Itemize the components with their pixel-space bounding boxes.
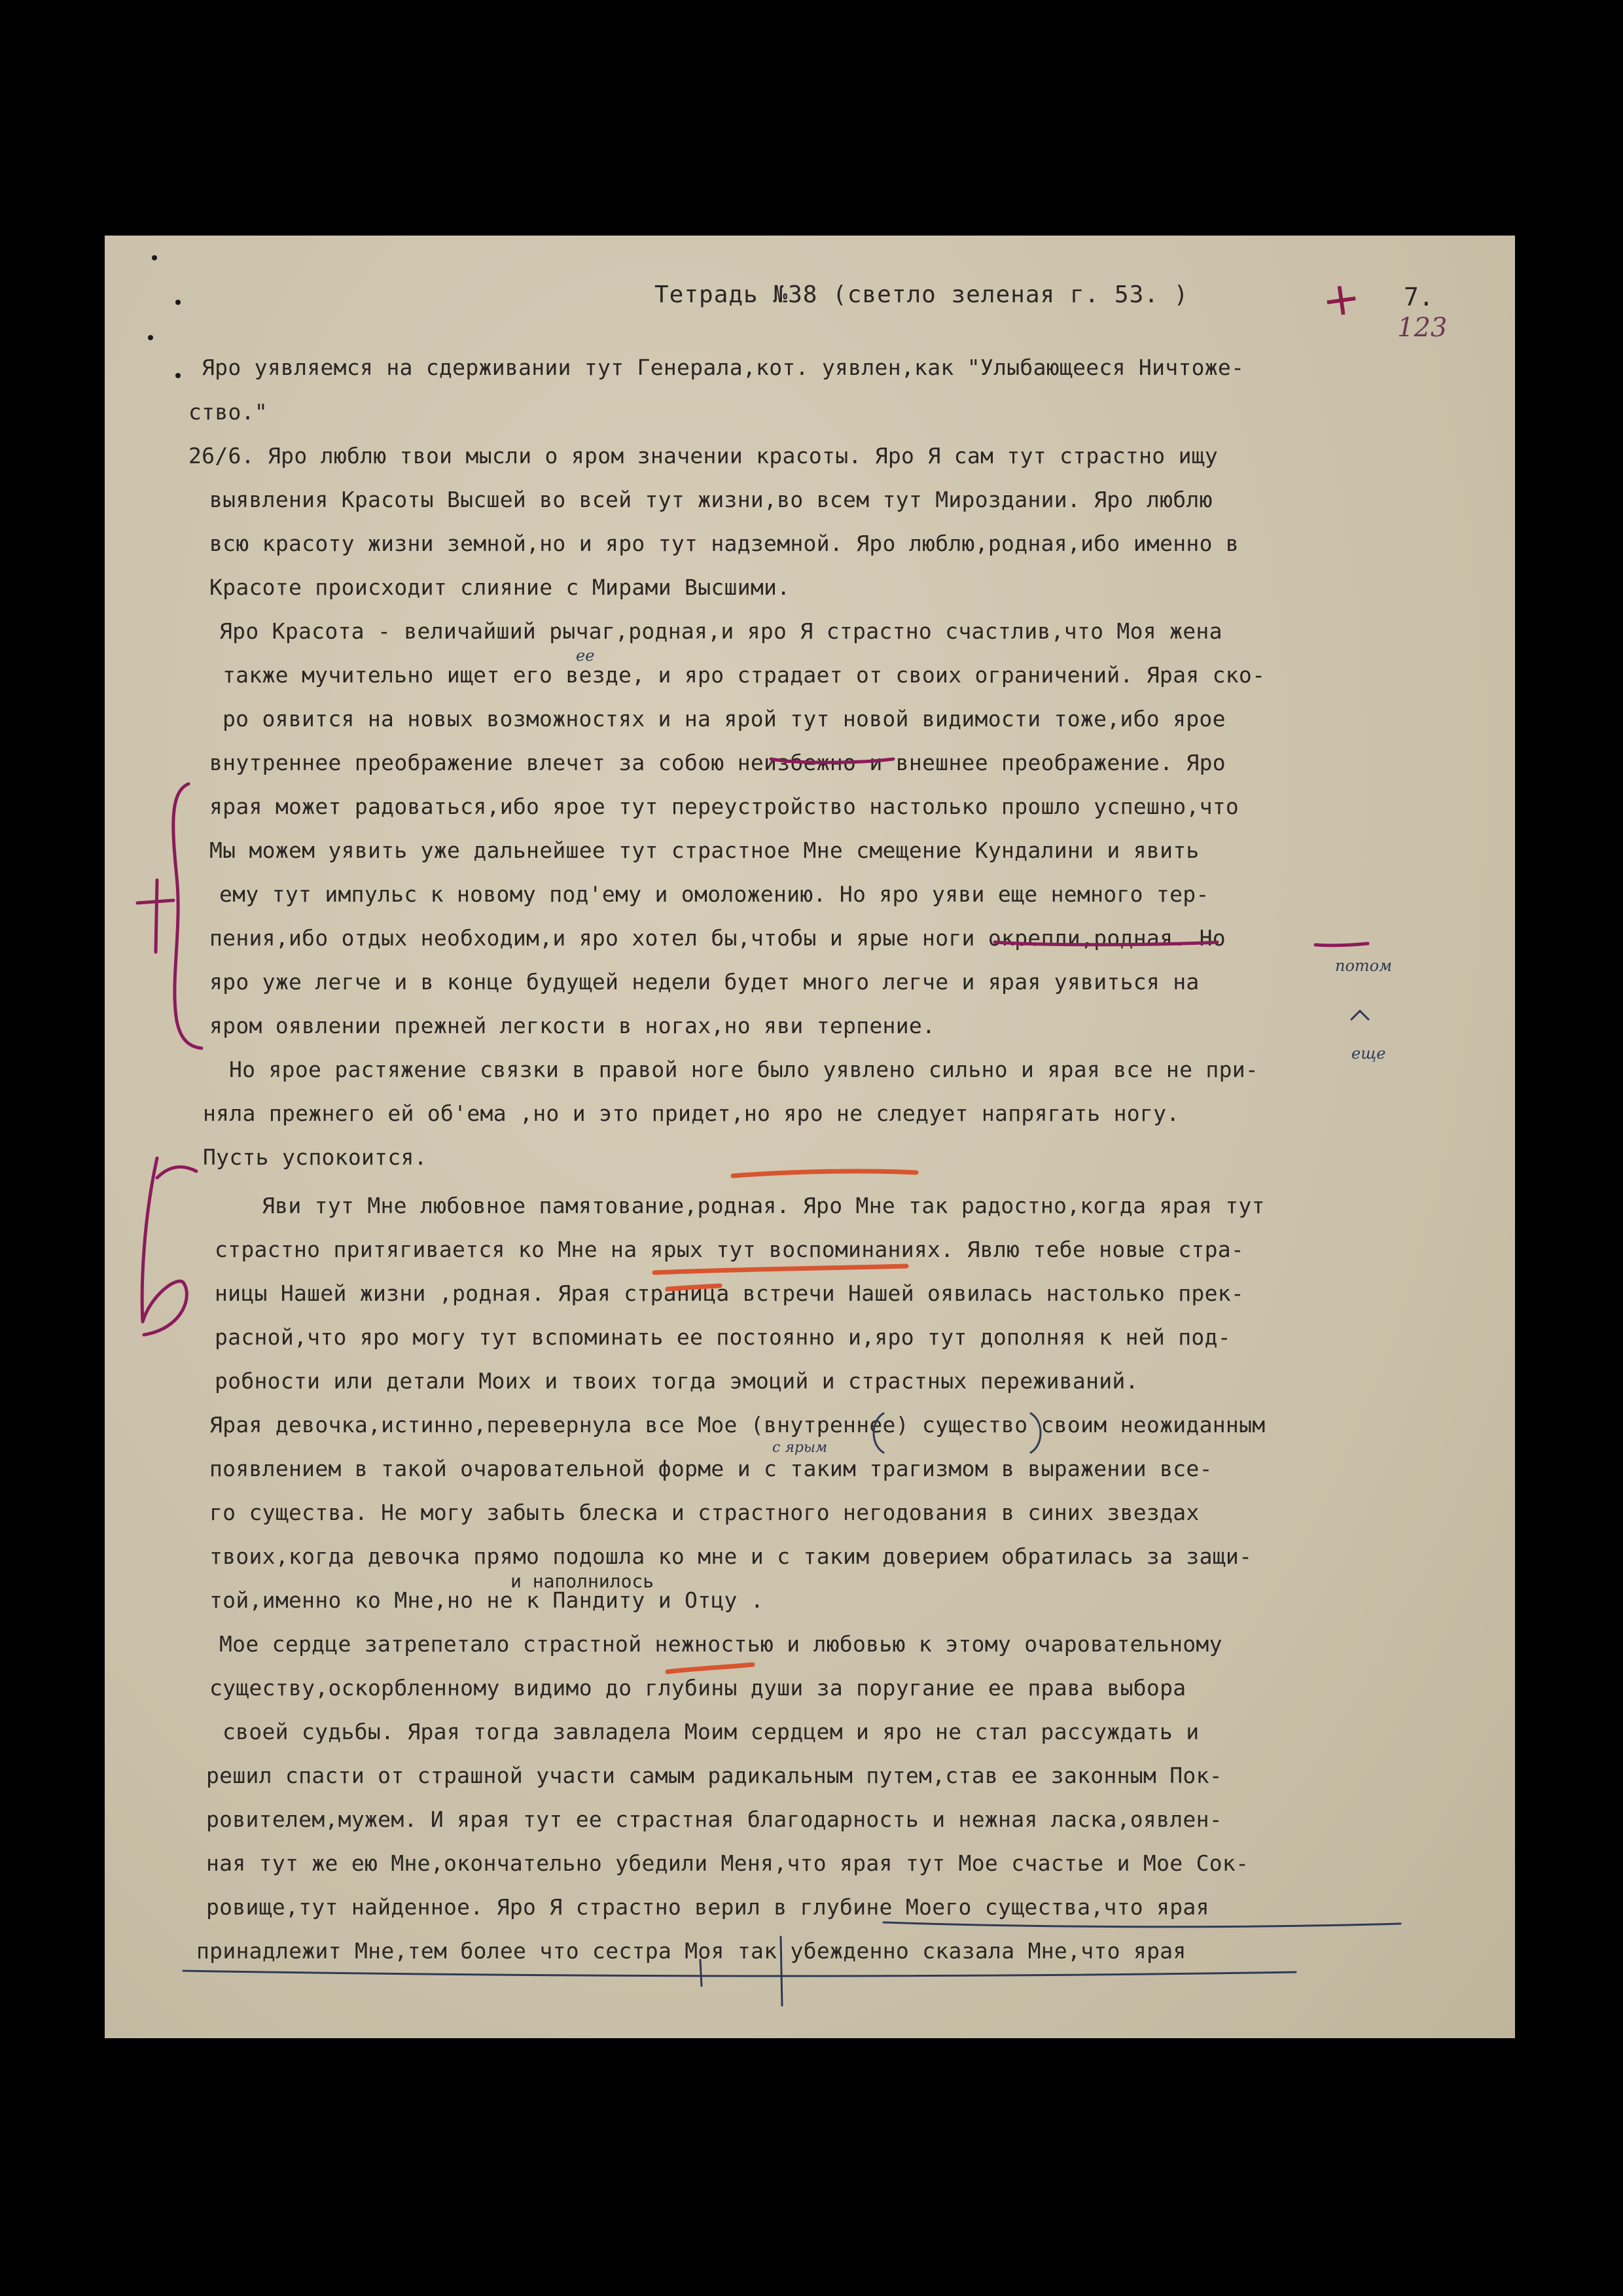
margin-letter-mark [142, 1158, 196, 1335]
text-line: яро уже легче и в конце будущей недели будет много легче и ярая уявиться на [209, 969, 1200, 995]
text-line: решил спасти от страшной участи самым радикальным путем,став ее законным Пок- [206, 1763, 1222, 1788]
page-number: 7. [1404, 283, 1434, 311]
text-line: той,именно ко Мне,но не к Пандиту и Отцу . [209, 1587, 764, 1613]
text-line: пения,ибо отдых необходим,и яро хотел бы,чтобы и ярые ноги окрепли,родная. Но [209, 925, 1226, 951]
text-line: появлением в такой очаровательной форме и с таким трагизмом в выражении все- [209, 1456, 1213, 1481]
text-line: Мое сердце затрепетало страстной нежностью и любовью к этому очаровательному [219, 1631, 1222, 1657]
purple-underline [771, 759, 893, 762]
text-line: ярая может радоваться,ибо ярое тут переустройство настолько прошло успешно,что [209, 794, 1240, 819]
text-line: ему тут импульс к новому под'ему и омоложению. Но яро уяви еще немного тер- [219, 881, 1209, 907]
blue-underline [883, 1922, 1400, 1927]
text-line: страстно притягивается ко Мне на ярых тут воспоминаниях. Явлю тебе новые стра- [215, 1237, 1245, 1262]
handwritten-plus-mark: + [1318, 270, 1364, 328]
margin-bracket [173, 784, 202, 1048]
pen-annotations [105, 236, 1515, 2038]
blue-vertical-mark [700, 1937, 782, 2005]
text-line: яром оявлении прежней легкости в ногах,но яви терпение. [209, 1013, 936, 1038]
text-line: принадлежит Мне,тем более что сестра Моя так убежденно сказала Мне,что ярая [196, 1938, 1186, 1964]
text-line: существу,оскорбленному видимо до глубины души за поругание ее права выбора [209, 1675, 1186, 1701]
red-pencil-stroke [654, 1266, 906, 1273]
text-line: няла прежнего ей об'ема ,но и это придет,но яро не следует напрягать ногу. [203, 1101, 1180, 1126]
text-line: расной,что яро могу тут вспоминать ее постоянно и,яро тут дополняя к ней под- [215, 1324, 1231, 1350]
red-pencil-stroke [733, 1171, 916, 1176]
text-line: ство." [188, 399, 268, 425]
text-line: также мучительно ищет его везде, и яро страдает от своих ограничений. Ярая ско- [223, 662, 1266, 688]
text-line: Яро уявляемся на сдерживании тут Генерала,кот. уявлен,как "Улыбающееся Ничтоже- [202, 355, 1245, 380]
archive-number: 123 [1397, 313, 1448, 343]
text-line: Ярая девочка,истинно,перевернула все Мое (внутреннее) существо своим неожиданным [209, 1412, 1266, 1438]
text-line: Красоте происходит слияние с Мирами Высшими. [209, 574, 791, 600]
circle-mark [874, 1413, 1041, 1453]
handwritten-note: ее [576, 646, 595, 665]
text-line: ро оявится на новых возможностях и на ярой тут новой видимости тоже,ибо ярое [223, 706, 1226, 732]
red-pencil-stroke [668, 1665, 753, 1672]
text-line: го существа. Не могу забыть блеска и страстного негодования в синих звездах [209, 1500, 1200, 1525]
notebook-header: Тетрадь №38 (светло зеленая г. 53. ) [654, 281, 1189, 308]
purple-underline [995, 942, 1368, 945]
text-line: выявления Красоты Высшей во всей тут жизни,во всем тут Мироздании. Яро люблю [209, 487, 1213, 512]
text-line: своей судьбы. Ярая тогда завладела Моим сердцем и яро не стал рассуждать и [223, 1719, 1200, 1744]
blue-underline [183, 1971, 1296, 1976]
text-line: 26/6. Яро люблю твои мысли о яром значении красоты. Яро Я сам тут страстно ищу [188, 443, 1219, 468]
text-line: робности или детали Моих и твоих тогда эмоций и страстных переживаний. [215, 1368, 1139, 1394]
handwritten-note: с ярым [772, 1439, 828, 1456]
text-line: ровище,тут найденное. Яро Я страстно верил в глубине Моего существа,что ярая [206, 1894, 1209, 1920]
text-line: ницы Нашей жизни ,родная. Ярая страница встречи Нашей оявилась настолько прек- [215, 1280, 1245, 1306]
insertion-caret [1351, 1011, 1368, 1019]
margin-plus-mark [137, 880, 173, 952]
text-line: Яви тут Мне любовное памятование,родная. Яро Мне так радостно,когда ярая тут [262, 1193, 1265, 1218]
text-line: ровителем,мужем. И ярая тут ее страстная благодарность и нежная ласка,оявлен- [206, 1807, 1222, 1832]
text-line: Мы можем уявить уже дальнейшее тут страстное Мне смещение Кундалини и явить [209, 838, 1200, 863]
text-line: ная тут же ею Мне,окончательно убедили Меня,что ярая тут Мое счастье и Мое Сок- [206, 1850, 1249, 1876]
text-line: всю красоту жизни земной,но и яро тут надземной. Яро люблю,родная,ибо именно в [209, 531, 1240, 556]
text-line: Яро Красота - величайший рычаг,родная,и яро Я страстно счастлив,что Моя жена [219, 618, 1222, 644]
handwritten-note: и наполнилось [510, 1570, 654, 1592]
red-pencil-stroke [668, 1286, 720, 1289]
text-line: внутреннее преображение влечет за собою неизбежно и внешнее преображение. Яро [209, 750, 1226, 775]
document-page [105, 236, 1515, 2038]
handwritten-note: потом [1335, 957, 1393, 975]
text-line: Но ярое растяжение связки в правой ноге было уявлено сильно и ярая все не при- [229, 1057, 1259, 1082]
handwritten-note: еще [1351, 1044, 1386, 1063]
text-line: Пусть успокоится. [203, 1144, 427, 1170]
text-line: твоих,когда девочка прямо подошла ко мне и с таким доверием обратилась за защи- [209, 1544, 1253, 1569]
